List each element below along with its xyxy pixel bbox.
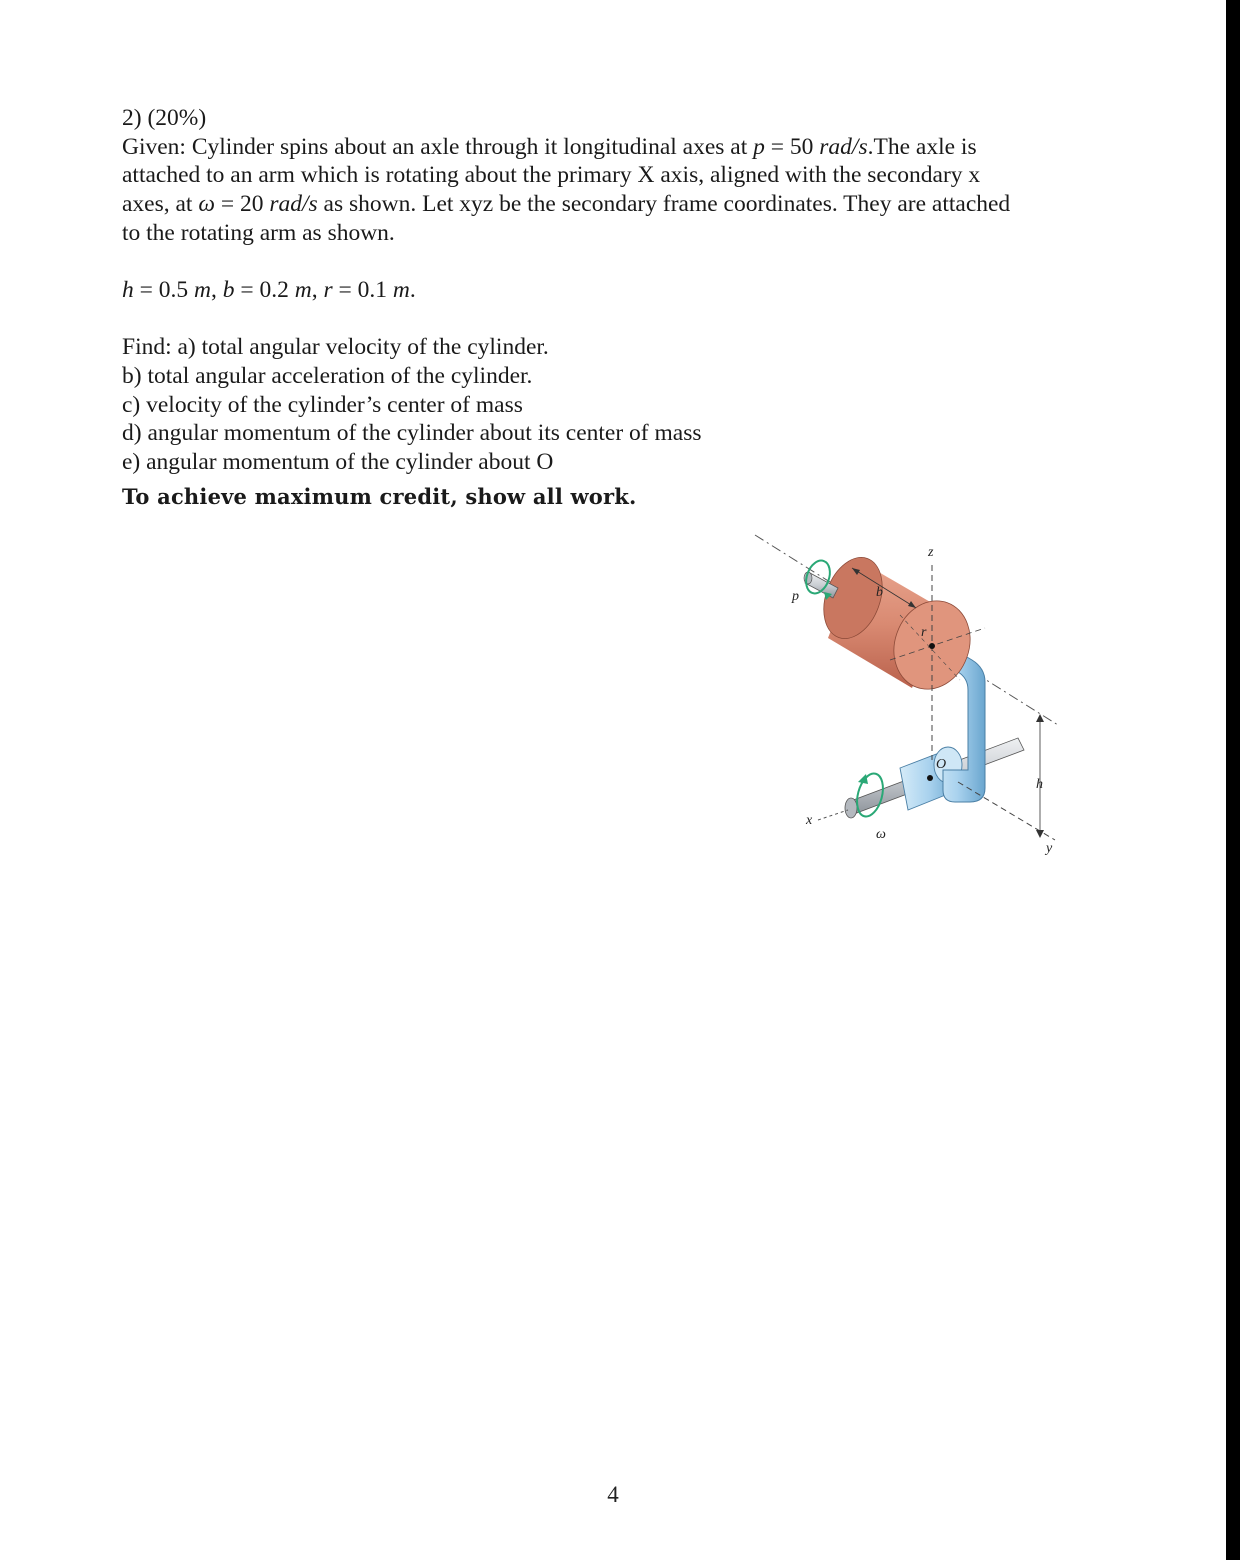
find-item-c: c) velocity of the cylinder’s center of mass [122, 391, 523, 418]
label-x: x [806, 813, 813, 828]
problem-header: 2) (20%) [122, 105, 207, 131]
find-item-a: Find: a) total angular velocity of the cylinder. [122, 334, 549, 361]
label-p: p [792, 589, 799, 604]
instruction: To achieve maximum credit, show all work. [122, 483, 637, 509]
label-r: r [921, 625, 927, 640]
given-line-3: axes, at ω = 20 rad/s as shown. Let xyz be the secondary frame coordinates. They are attached [122, 191, 1011, 218]
find-item-b: b) total angular acceleration of the cylinder. [122, 362, 533, 389]
x-axis-line [818, 810, 848, 820]
problem-text [122, 104, 1112, 511]
given-line-1: Given: Cylinder spins about an axle through it longitudinal axes at p = 50 rad/s.The axle is [122, 133, 977, 160]
label-h: h [1036, 777, 1043, 792]
label-O: O [936, 757, 947, 772]
given-line-4: to the rotating arm as shown. [122, 219, 395, 246]
label-z: z [928, 545, 934, 560]
find-item-d: d) angular momentum of the cylinder about its center of mass [122, 420, 702, 447]
label-omega: ω [876, 827, 886, 842]
page-number: 4 [607, 1482, 619, 1507]
mechanism-figure [740, 520, 1080, 865]
cylinder [813, 549, 982, 700]
cylinder-axle [804, 572, 838, 598]
origin-point [927, 775, 933, 781]
mechanism-diagram [740, 520, 1080, 865]
label-y: y [1046, 841, 1053, 856]
center-of-end-point [929, 643, 935, 649]
given-line-2: attached to an arm which is rotating about the primary X axis, aligned with the secondary x [122, 162, 981, 189]
parameters-line: h = 0.5 m, b = 0.2 m, r = 0.1 m. [122, 276, 416, 303]
find-item-e: e) angular momentum of the cylinder about O [122, 449, 554, 476]
label-b: b [876, 585, 883, 600]
